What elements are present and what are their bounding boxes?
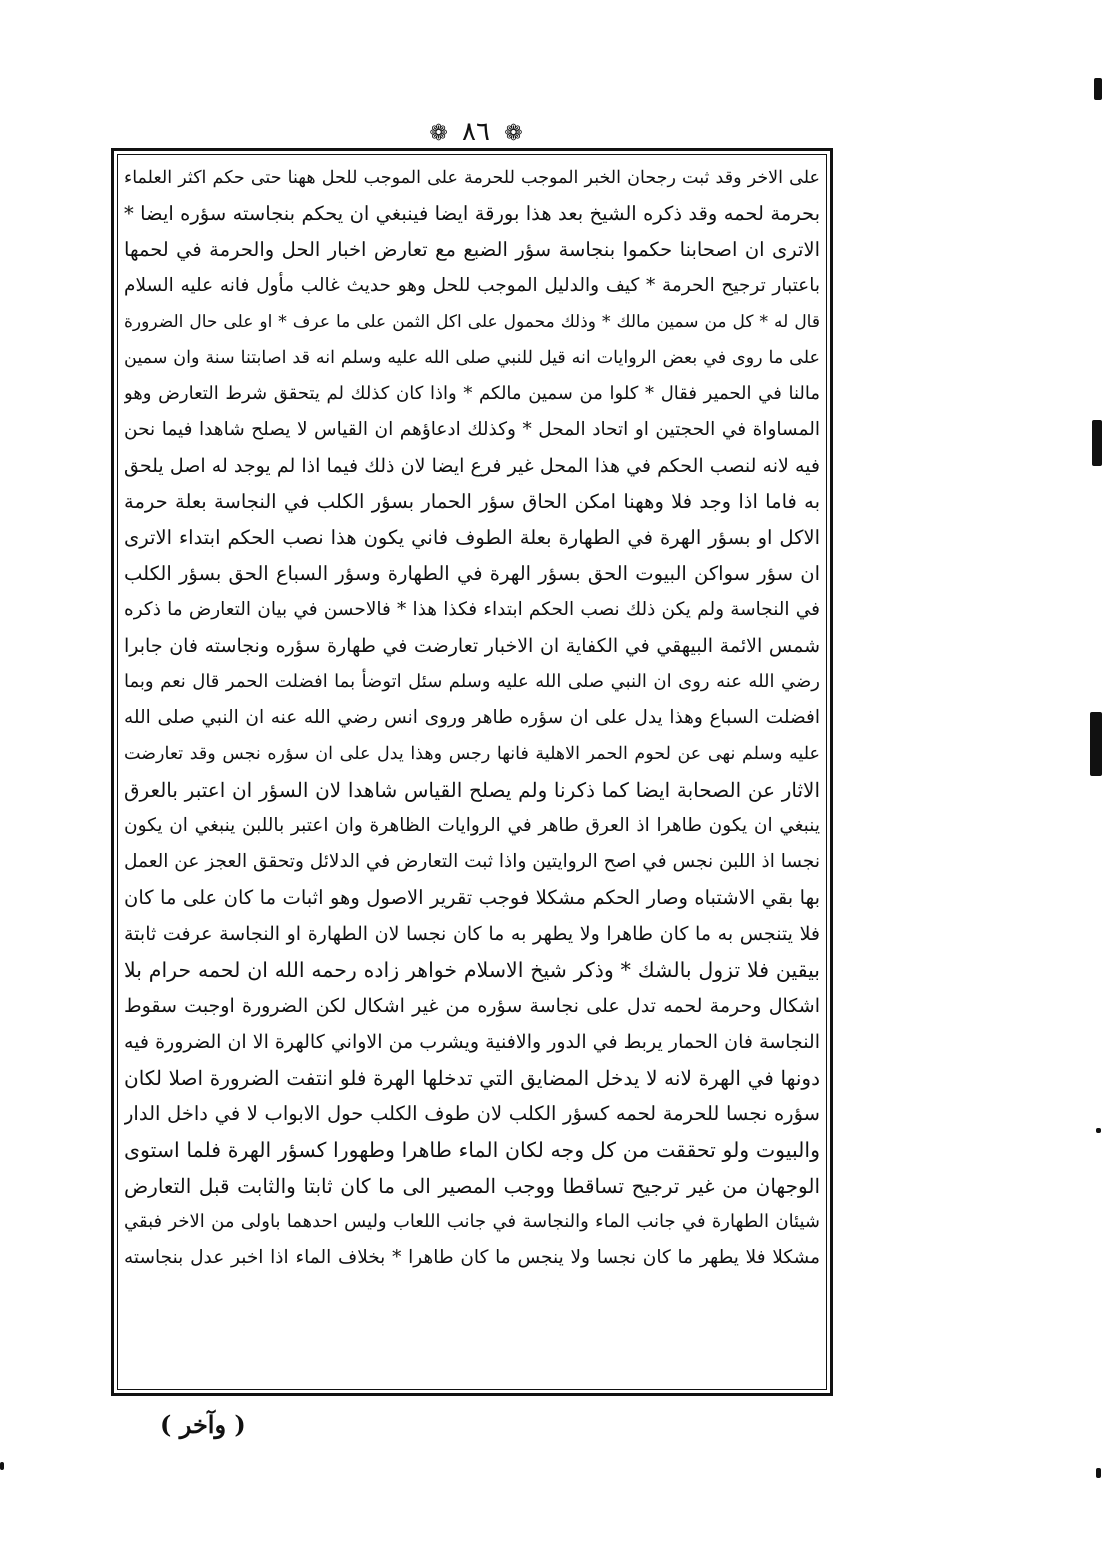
text-line: النجاسة فان الحمار يربط في الدور والافنية ويشرب من الاواني كالهرة الا ان الضرورة فيه — [124, 1031, 820, 1053]
text-line: فلا يتنجس به ما كان طاهرا ولا يطهر به ما كان نجسا لان الطهارة او النجاسة عرفت ثابتة — [124, 923, 820, 945]
text-line: الاترى ان اصحابنا حكموا بنجاسة سؤر الضبع مع تعارض اخبار الحل والحرمة في لحمها — [124, 238, 820, 261]
text-line: الاكل او بسؤر الهرة في الطهارة بعلة الطوف فاني يكون هذا نصب الحكم ابتداء الاترى — [124, 526, 820, 549]
scan-mark — [1090, 712, 1102, 776]
text-line: نجسا اذ اللبن نجس في اصح الروايتين واذا ثبت التعارض في الدلائل وتحقق العجز عن العمل — [124, 851, 820, 872]
catchword: ( وآخر ) — [160, 1410, 246, 1439]
scan-mark — [1092, 420, 1102, 466]
text-line: سؤره نجسا للحرمة لحمه كسؤر الكلب لان طوف الكلب حول الابواب لا في داخل الدار — [124, 1102, 820, 1125]
scan-mark — [1094, 78, 1102, 100]
text-line: اشكال وحرمة لحمه تدل على نجاسة سؤره من غير اشكال لكن الضرورة اوجبت سقوط — [124, 995, 820, 1017]
text-line: باعتبار ترجيح الحرمة * كيف والدليل الموجب للحل وهو حديث غالب مأول فانه عليه السلام — [124, 275, 820, 296]
text-line: بحرمة لحمه وقد ذكره الشيخ بعد هذا بورقة ايضا فينبغي ان يحكم بنجاسته سؤره ايضا * — [124, 202, 820, 225]
text-line: بيقين فلا تزول بالشك * وذكر شيخ الاسلام خواهر زاده رحمه الله ان لحمه حرام بلا — [124, 958, 820, 982]
scan-mark — [1096, 1128, 1101, 1133]
text-line: به فاما اذا وجد فلا وههنا امكن الحاق سؤر الحمار بسؤر الكلب في النجاسة بعلة حرمة — [124, 490, 820, 513]
text-line: على ما روى في بعض الروايات انه قيل للنبي صلى الله عليه وسلم انه قد اصابتنا سنة وان سمين — [124, 348, 820, 368]
text-line: مالنا في الحمير فقال * كلوا من سمين مالكم * واذا كان كذلك لم يتحقق شرط التعارض وهو — [124, 383, 820, 404]
text-line: في النجاسة ولم يكن ذلك نصب الحكم ابتداء فكذا هذا * فالاحسن في بيان التعارض ما ذكره — [124, 599, 820, 620]
text-line: بها بقي الاشتباه وصار الحكم مشكلا فوجب تقرير الاصول وهو اثبات ما كان على ما كان — [124, 886, 820, 909]
text-line: رضي الله عنه روى ان النبي صلى الله عليه وسلم سئل اتوضأ بما افضلت الحمر قال نعم وبما — [124, 671, 820, 692]
text-line: شمس الائمة البيهقي في الكفاية ان الاخبار تعارضت في طهارة سؤره ونجاسته فان جابرا — [124, 635, 820, 657]
text-body — [124, 160, 820, 1384]
text-line: مشكلا فلا يطهر ما كان نجسا ولا ينجس ما كان طاهرا * بخلاف الماء اذا اخبر عدل بنجاسته — [124, 1247, 820, 1268]
text-line: قال له * كل من سمين مالك * وذلك محمول على اكل الثمن على ما عرف * او على حال الضرورة — [124, 312, 820, 332]
text-line: افضلت السباع وهذا يدل على ان سؤره طاهر وروى انس رضي الله عنه ان النبي صلى الله — [124, 707, 820, 728]
scan-mark — [1096, 1468, 1101, 1478]
text-line: ان سؤر سواكن البيوت الحق بسؤر الهرة في الطهارة وسؤر السباع الحق بسؤر الكلب — [124, 562, 820, 585]
text-line: الاثار عن الصحابة ايضا كما ذكرنا ولم يصلح القياس شاهدا لان السؤر ان اعتبر بالعرق — [124, 778, 820, 802]
text-line: المساواة في الحجتين او اتحاد المحل * وكذلك ادعاؤهم ان القياس لا يصلح شاهدا فيما نحن — [124, 419, 820, 440]
page-number: ٨٦ — [462, 117, 490, 147]
text-line: شيئان الطهارة في جانب الماء والنجاسة في جانب اللعاب وليس احدهما باولى من الاخر فبقي — [124, 1211, 820, 1232]
scan-mark — [0, 1462, 4, 1470]
ornament-right-icon: ❁ — [504, 121, 523, 146]
text-line: الوجهان من غير ترجيح تساقطا ووجب المصير الى ما كان ثابتا والثابت قبل التعارض — [124, 1174, 820, 1198]
text-line: عليه وسلم نهى عن لحوم الحمر الاهلية فانها رجس وهذا يدل على ان سؤره نجس وقد تعارضت — [124, 744, 820, 764]
text-line: على الاخر وقد ثبت رجحان الخبر الموجب للحرمة على الموجب للحل ههنا حتى حكم اكثر العلماء — [124, 168, 820, 188]
text-line: فيه لانه لنصب الحكم في هذا المحل غير فرع ايضا لان ذلك فيما اذا لم يوجد له اصل يلحق — [124, 455, 820, 477]
text-line: دونها في الهرة لانه لا يدخل المضايق التي تدخلها الهرة فلو انتفت الضرورة اصلا لكان — [124, 1066, 820, 1090]
text-line: والبيوت ولو تحققت من كل وجه لكان الماء طاهرا وطهورا كسؤر الهرة فلما استوى — [124, 1138, 820, 1162]
ornament-left-icon: ❁ — [429, 121, 448, 146]
text-line: ينبغي ان يكون طاهرا اذ العرق طاهر في الروايات الظاهرة وان اعتبر باللبن ينبغي ان يكون — [124, 815, 820, 836]
